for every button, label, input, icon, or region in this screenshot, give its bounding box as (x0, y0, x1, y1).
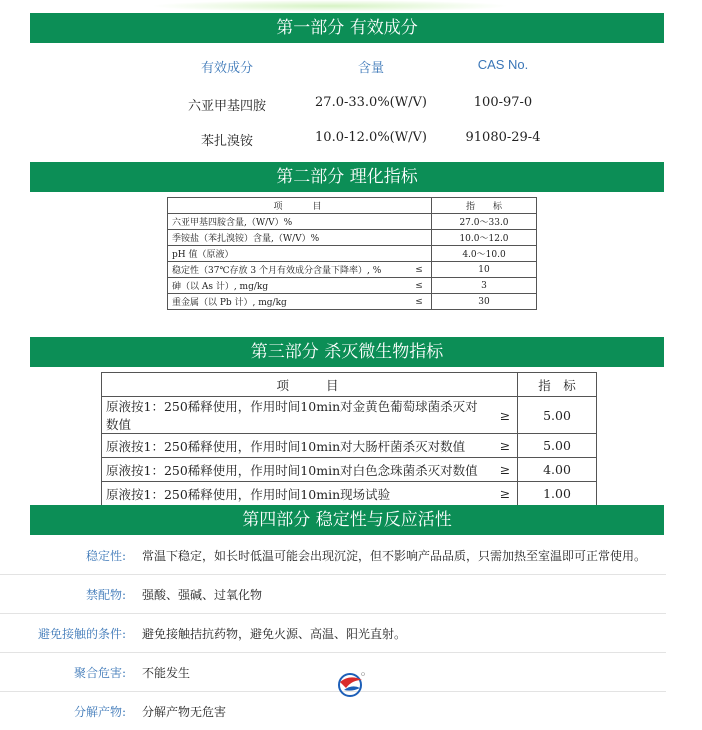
col-header-value: 指 标 (432, 198, 537, 214)
microbe-table (101, 372, 597, 506)
row-value: 4.00 (518, 458, 597, 482)
row-operator (407, 246, 432, 262)
ingredient-content: 10.0-12.0%(W/V) (315, 130, 427, 145)
row-value: 27.0～33.0 (432, 214, 537, 230)
property-label: 禁配物: (85, 588, 126, 602)
row-operator: ≥ (493, 458, 518, 482)
row-operator: ≥ (493, 482, 518, 506)
row-value: 30 (432, 294, 537, 310)
row-value: 5.00 (518, 434, 597, 458)
table-row (102, 482, 597, 506)
row-item: 重金属（以 Pb 计）, mg/kg (168, 294, 408, 310)
row-item: 六亚甲基四胺含量,（W/V）% (168, 214, 408, 230)
row-operator (407, 230, 432, 246)
col-header-value: 指 标 (518, 373, 597, 397)
row-item: pH 值（原液） (168, 246, 408, 262)
table-row (102, 434, 597, 458)
table-row (168, 278, 537, 294)
section3-title: 第三部分 杀灭微生物指标 (30, 337, 664, 367)
row-operator: ≤ (407, 278, 432, 294)
row-item: 砷（以 As 计）, mg/kg (168, 278, 408, 294)
table-row (102, 397, 597, 434)
property-label: 聚合危害: (73, 666, 126, 680)
row-value: 10.0～12.0 (432, 230, 537, 246)
property-value: 避免接触拮抗药物，避免火源、高温、阳光直射。 (142, 627, 407, 641)
table-row (168, 214, 537, 230)
property-label: 避免接触的条件: (37, 627, 126, 641)
row-operator: ≤ (407, 294, 432, 310)
row-value: 4.0～10.0 (432, 246, 537, 262)
section1-title: 第一部分 有效成分 (30, 13, 664, 43)
property-row (0, 614, 666, 653)
ingredient-name: 六亚甲基四胺 (187, 99, 266, 114)
table-header-row (102, 373, 597, 397)
row-item: 原液按1：250稀释使用，作用时间10min对金黄色葡萄球菌杀灭对数值 (102, 397, 494, 434)
row-item: 稳定性（37℃存放 3 个月有效成分含量下降率）, % (168, 262, 408, 278)
section2-title: 第二部分 理化指标 (30, 162, 664, 192)
col-header-item: 项 目 (102, 373, 518, 397)
row-operator: ≥ (493, 397, 518, 434)
col-header-cas: CAS No. (477, 57, 529, 72)
ingredient-cas: 91080-29-4 (465, 130, 541, 145)
row-operator (407, 214, 432, 230)
row-operator: ≥ (493, 434, 518, 458)
property-row (0, 536, 666, 575)
physchem-table (167, 197, 537, 310)
row-value: 5.00 (518, 397, 597, 434)
col-header-item: 项 目 (168, 198, 432, 214)
col-header-content: 含量 (357, 60, 384, 75)
col-header-ingredient: 有效成分 (200, 60, 253, 75)
row-value: 10 (432, 262, 537, 278)
ingredient-content: 27.0-33.0%(W/V) (315, 95, 427, 110)
property-label: 稳定性: (85, 549, 126, 563)
top-glow (150, 0, 510, 12)
table-row (168, 246, 537, 262)
row-item: 原液按1：250稀释使用，作用时间10min现场试验 (102, 482, 494, 506)
brand-logo-icon (336, 670, 366, 698)
table-row (168, 230, 537, 246)
property-label: 分解产物: (73, 705, 126, 719)
property-value: 常温下稳定，如长时低温可能会出现沉淀，但不影响产品品质，只需加热至室温即可正常使用。 (142, 549, 647, 563)
row-value: 1.00 (518, 482, 597, 506)
property-row (0, 692, 666, 730)
row-value: 3 (432, 278, 537, 294)
section4-title: 第四部分 稳定性与反应活性 (30, 505, 664, 535)
property-row (0, 653, 666, 692)
table-header-row (168, 198, 537, 214)
table-row (168, 262, 537, 278)
row-item: 季铵盐（苯扎溴铵）含量,（W/V）% (168, 230, 408, 246)
row-item: 原液按1：250稀释使用，作用时间10min对大肠杆菌杀灭对数值 (102, 434, 494, 458)
row-item: 原液按1：250稀释使用，作用时间10min对白色念珠菌杀灭对数值 (102, 458, 494, 482)
property-value: 分解产物无危害 (142, 705, 227, 719)
property-value: 强酸、强碱、过氧化物 (142, 588, 263, 602)
property-row (0, 575, 666, 614)
table-row (102, 458, 597, 482)
ingredient-name: 苯扎溴铵 (200, 134, 253, 149)
property-value: 不能发生 (142, 666, 191, 680)
row-operator: ≤ (407, 262, 432, 278)
table-row (168, 294, 537, 310)
ingredient-cas: 100-97-0 (473, 95, 533, 110)
